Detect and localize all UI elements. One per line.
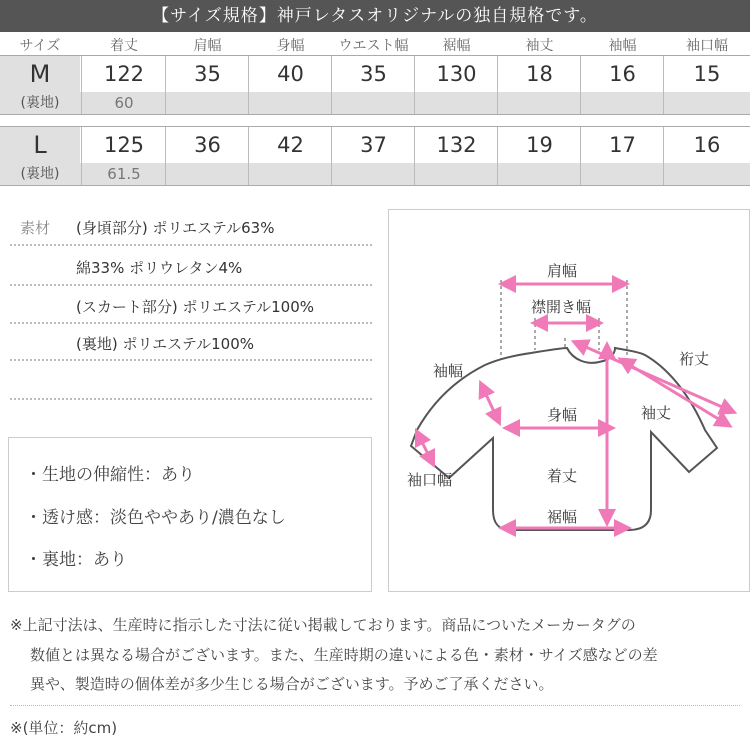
label-sleeve-width: 袖幅 xyxy=(433,362,464,380)
feature-lining: ・裏地：あり xyxy=(25,550,127,570)
value-sleeve-length: 19 xyxy=(526,133,553,157)
lining-value: 61.5 xyxy=(107,165,141,183)
material-line: (スカート部分) ポリエステル100% xyxy=(76,298,315,316)
col-sleeve-length: 袖丈 xyxy=(525,38,554,54)
label-body-width: 身幅 xyxy=(547,406,578,424)
value-bodywidth: 40 xyxy=(277,62,304,86)
label-raglan: 裄丈 xyxy=(679,350,710,368)
value-hem: 132 xyxy=(436,133,477,157)
value-cuff: 15 xyxy=(693,62,721,86)
lining-label: (裏地) xyxy=(20,95,60,111)
col-bodywidth: 身幅 xyxy=(276,38,305,54)
col-waist: ウエスト幅 xyxy=(338,38,409,54)
col-hem: 裾幅 xyxy=(442,38,471,54)
col-size: サイズ xyxy=(19,38,61,54)
value-bodywidth: 42 xyxy=(277,133,304,157)
value-sleeve-width: 16 xyxy=(609,62,636,86)
label-neck: 襟開き幅 xyxy=(531,298,592,316)
col-sleeve-width: 袖幅 xyxy=(608,38,637,54)
label-length: 着丈 xyxy=(547,467,578,485)
size-row-m xyxy=(0,55,750,115)
size-label: L xyxy=(0,127,80,163)
col-length: 着丈 xyxy=(110,38,138,54)
value-shoulder: 36 xyxy=(194,133,221,157)
value-length: 122 xyxy=(103,62,145,86)
feature-sheer: ・透け感：淡色ややあり/濃色なし xyxy=(25,508,286,528)
col-shoulder: 肩幅 xyxy=(193,38,222,54)
lining-label: (裏地) xyxy=(20,166,60,182)
size-label: M xyxy=(0,56,80,92)
note-line: 異や、製造時の個体差が多少生じる場合がございます。予めご了承ください。 xyxy=(30,675,554,693)
value-waist: 37 xyxy=(360,133,387,157)
material-line: 綿33% ポリウレタン4% xyxy=(76,259,243,277)
note-line: ※上記寸法は、生産時に指示した寸法に従い掲載しております。商品についたメーカータグの xyxy=(10,616,636,634)
label-shoulder: 肩幅 xyxy=(547,262,578,280)
size-row-l xyxy=(0,126,750,186)
measurement-diagram xyxy=(388,209,750,592)
label-cuff: 袖口幅 xyxy=(407,471,453,489)
material-label: 素材 xyxy=(20,219,51,237)
unit-note: ※(単位：約cm) xyxy=(10,719,118,737)
value-shoulder: 35 xyxy=(194,62,221,86)
value-sleeve-length: 18 xyxy=(526,62,553,86)
size-spec-banner: 【サイズ規格】神戸レタスオリジナルの独自規格です。 xyxy=(0,0,750,32)
note-line: 数値とは異なる場合がございます。また、生産時期の違いによる色・素材・サイズ感などの差 xyxy=(30,646,658,664)
feature-stretch: ・生地の伸縮性：あり xyxy=(25,465,195,485)
size-table-header xyxy=(0,32,750,55)
value-sleeve-width: 17 xyxy=(609,133,636,157)
feature-box xyxy=(8,437,372,592)
label-hem: 裾幅 xyxy=(547,508,578,526)
value-hem: 130 xyxy=(436,62,477,86)
value-cuff: 16 xyxy=(693,133,721,157)
material-line: (裏地) ポリエステル100% xyxy=(76,335,255,353)
material-line: (身頃部分) ポリエステル63% xyxy=(76,219,275,237)
lining-value: 60 xyxy=(114,94,134,112)
value-length: 125 xyxy=(103,133,145,157)
value-waist: 35 xyxy=(360,62,387,86)
label-sleeve-length: 袖丈 xyxy=(641,404,672,422)
col-cuff: 袖口幅 xyxy=(686,38,728,54)
